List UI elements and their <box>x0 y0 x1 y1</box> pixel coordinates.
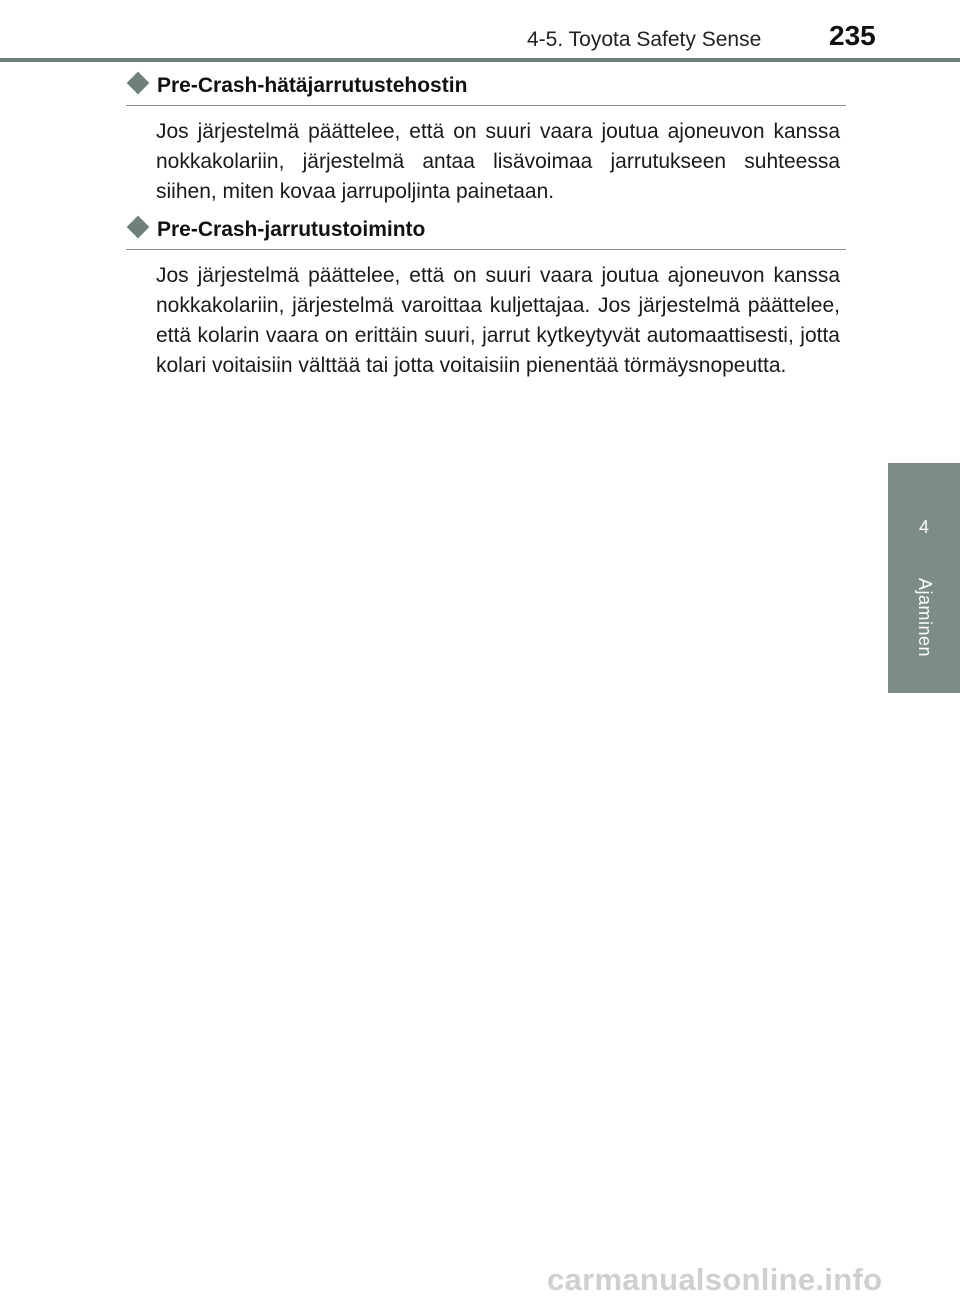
diamond-bullet-icon <box>127 216 150 239</box>
diamond-bullet-icon <box>127 72 150 95</box>
section-heading-text: Pre-Crash-hätäjarrutustehostin <box>157 74 468 97</box>
watermark: carmanualsonline.info <box>547 1262 883 1297</box>
header-rule <box>0 58 960 62</box>
section-body: Jos järjestelmä päättelee, että on suuri vaara joutua ajoneuvon kanssa nokkakolariin, järjestelmä varoittaa kuljettajaa. Jos järjestelmä päättelee, että kolarin vaara on erittäin suuri, jarrut kytkeytyvät automaattisesti, jotta kolari voitaisiin välttää tai jotta voitaisiin pienentää törmäysnopeutta. <box>156 264 840 377</box>
section-body: Jos järjestelmä päättelee, että on suuri vaara joutua ajoneuvon kanssa nokkakolariin, järjestelmä antaa lisävoimaa jarrutukseen suhteessa siihen, miten kovaa jarrupoljinta painetaan. <box>156 120 840 203</box>
page-number: 235 <box>829 20 876 51</box>
section-heading <box>126 209 846 250</box>
section-title: 4-5. Toyota Safety Sense <box>527 28 762 51</box>
chapter-number: 4 <box>918 517 929 537</box>
chapter-label: Ajaminen <box>915 578 935 658</box>
section-heading-text: Pre-Crash-jarrutustoiminto <box>157 218 426 241</box>
chapter-tab <box>888 463 960 693</box>
page-header <box>0 0 960 62</box>
section-heading <box>126 65 846 106</box>
